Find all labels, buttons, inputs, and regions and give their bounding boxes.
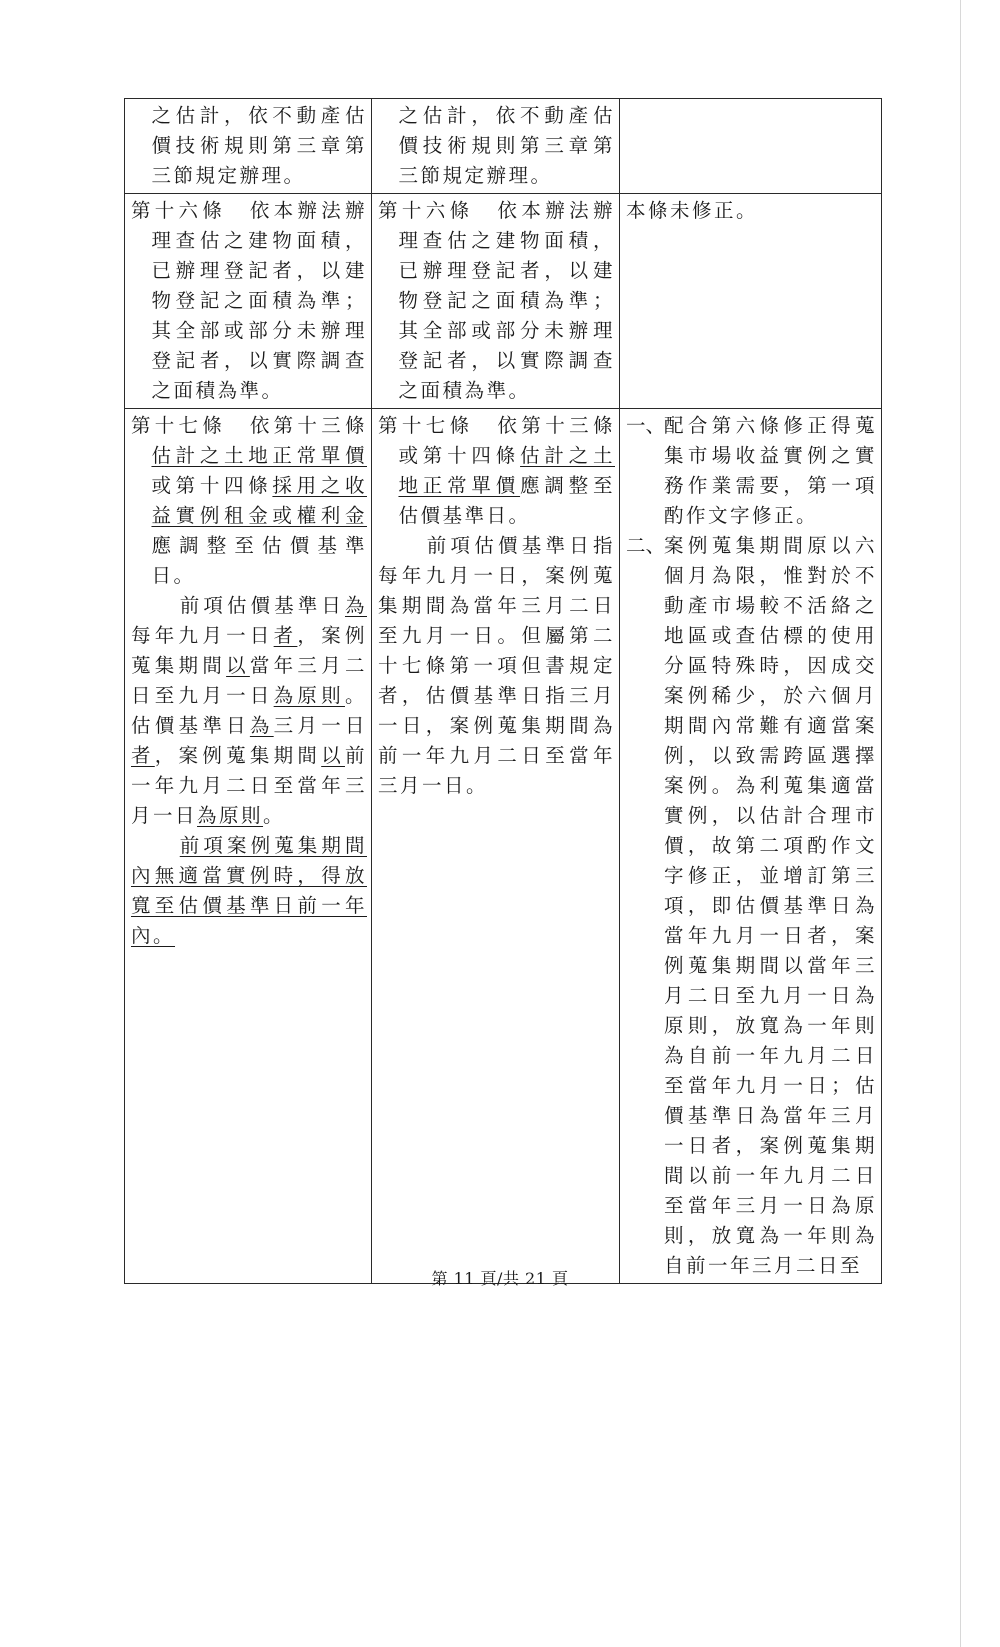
current-paragraph-2: 前項估價基準日指每年九月一日，案例蒐集期間為當年三月二日至九月一日。但屬第二十七條第一項但書規定者，估價基準日指三月一日，案例蒐集期間為前一年九月二日至當年三月一日。 (378, 534, 615, 797)
amended-paragraph-2: 前項估價基準日為每年九月一日者，案例蒐集期間以當年三月二日至九月一日為原則。估價基準日為三月一日者，案例蒐集期間以前一年九月二日至當年三月一日為原則。 (131, 594, 367, 827)
current-cell (372, 409, 620, 1284)
note-cell (620, 409, 882, 1284)
note-cell (620, 99, 882, 194)
scan-edge-line (960, 0, 961, 1647)
table-row (125, 194, 882, 409)
note-item: 一、 配合第六條修正得蒐集市場收益實例之實務作業需要，第一項酌作文字修正。 (626, 414, 877, 527)
amended-text: 第十六條 依本辦法辦理查估之建物面積，已辦理登記者，以建物登記之面積為準；其全部或部分未辦理登記者，以實際調查之面積為準。 (131, 199, 367, 402)
amended-cell (125, 99, 372, 194)
amended-text: 之估計，依不動產估價技術規則第三章第三節規定辦理。 (151, 104, 367, 187)
comparison-table (124, 98, 882, 1284)
table-row (125, 99, 882, 194)
table-row (125, 409, 882, 1284)
note-item: 二、 案例蒐集期間原以六個月為限，惟對於不動產市場較不活絡之地區或查估標的使用分區特殊時，因成交案例稀少，於六個月期間內常難有適當案例，以致需跨區選擇案例。為利蒐集適當實例，以估計合理市價，故第二項酌作文字修正，並增訂第三項，即估價基準日為當年九月一日者，案例蒐集期間以當年三月二日至九月一日為原則，放寬為一年則為自前一年九月二日至當年九月一日；估價基準日為當年三月一日者，案例蒐集期間以前一年九月二日至當年三月一日為原則，放寬為一年則為自前一年三月二日至 (626, 534, 877, 1277)
note-text: 本條未修正。 (626, 199, 759, 222)
current-cell (372, 99, 620, 194)
current-text: 第十六條 依本辦法辦理查估之建物面積，已辦理登記者，以建物登記之面積為準；其全部或部分未辦理登記者，以實際調查之面積為準。 (378, 199, 615, 402)
current-text: 之估計，依不動產估價技術規則第三章第三節規定辦理。 (398, 104, 615, 187)
amended-paragraph-1: 第十七條 依第十三條估計之土地正常單價或第十四條採用之收益實例租金或權利金應調整至估價基準日。 (131, 414, 367, 587)
current-paragraph-1: 第十七條 依第十三條或第十四條估計之土地正常單價應調整至估價基準日。 (378, 414, 615, 527)
note-cell (620, 194, 882, 409)
page-number: 第 11 頁/共 21 頁 (431, 1269, 569, 1288)
amended-cell (125, 194, 372, 409)
current-cell (372, 194, 620, 409)
amended-cell (125, 409, 372, 1284)
amended-paragraph-3: 前項案例蒐集期間內無適當實例時，得放寬至估價基準日前一年內。 (131, 834, 367, 947)
